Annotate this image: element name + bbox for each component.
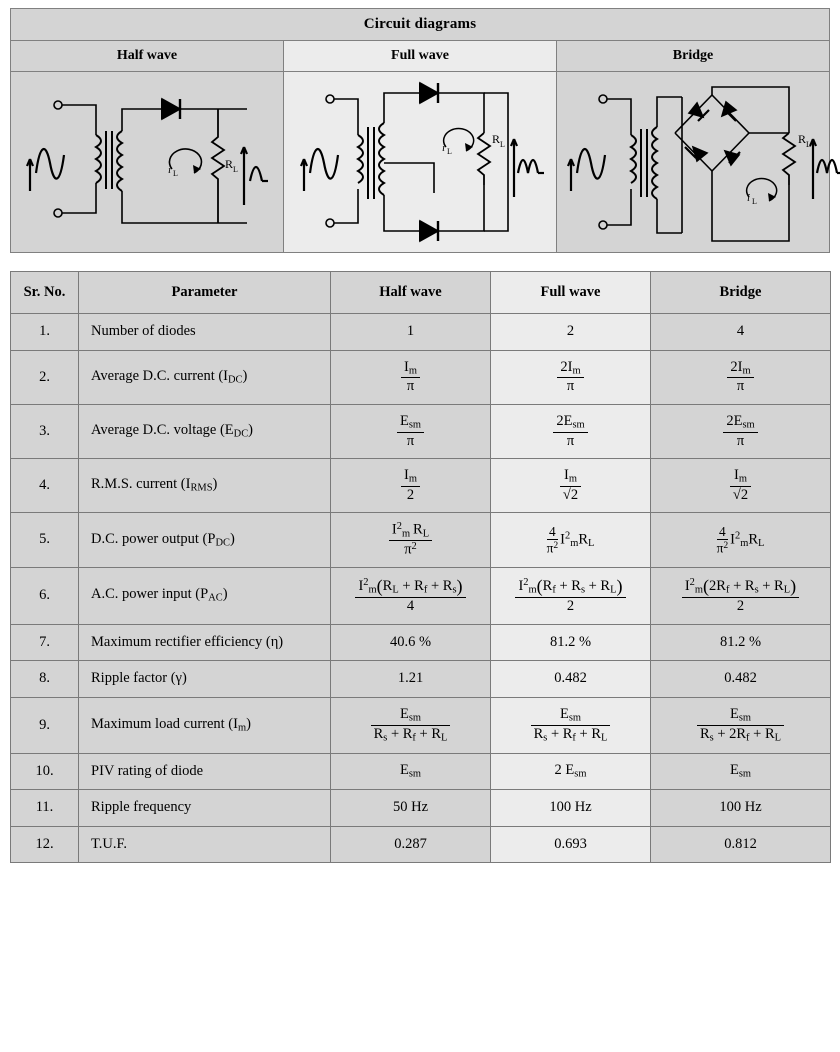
svg-text:L: L — [447, 147, 452, 156]
row-parameter: Maximum rectifier efficiency (η) — [79, 624, 331, 661]
param-tail: ) — [248, 421, 254, 438]
svg-text:L: L — [752, 197, 757, 206]
half-wave-svg — [22, 73, 272, 251]
row-parameter — [79, 458, 331, 512]
diagram-header-full-wave: Full wave — [284, 41, 557, 72]
row-parameter: PIV rating of diode — [79, 753, 331, 790]
svg-text:R: R — [492, 132, 501, 146]
bridge-svg — [557, 73, 840, 251]
param-subscript: m — [237, 722, 247, 734]
param-tail: ) — [222, 586, 228, 603]
row-bridge-value: $\frac{I_m}{√2}$ — [651, 458, 831, 512]
param-subscript: RMS — [190, 482, 213, 494]
row-bridge-value: 0.482 — [651, 661, 831, 698]
row-full-wave-value: $\frac{I^2_m(R_f + R_s + R_L)}{2}$ — [491, 568, 651, 624]
param-tail: ) — [212, 475, 218, 492]
row-full-wave-value: 2 $E_{sm}$ — [491, 753, 651, 790]
table-row — [11, 314, 831, 351]
row-full-wave-value: $\frac{2I_m}{\pi}$ — [491, 350, 651, 404]
row-half-wave-value: 0.287 — [331, 826, 491, 863]
row-full-wave-value: $\frac{E_{sm}}{R_s + R_f + R_L}$ — [491, 697, 651, 753]
row-parameter — [79, 512, 331, 567]
row-bridge-value: $\frac{2E_{sm}}{\pi}$ — [651, 404, 831, 458]
row-number: 10. — [11, 753, 79, 790]
row-half-wave-value: 40.6 % — [331, 624, 491, 661]
row-number: 8. — [11, 661, 79, 698]
svg-text:L: L — [173, 169, 178, 178]
table-row — [11, 350, 831, 404]
row-number: 9. — [11, 697, 79, 753]
table-row — [11, 826, 831, 863]
row-half-wave-value: $\frac{I_m}{\pi}$ — [331, 350, 491, 404]
row-parameter: T.U.F. — [79, 826, 331, 863]
header-sr-no: Sr. No. — [11, 272, 79, 314]
svg-text:L: L — [806, 140, 811, 149]
row-number: 6. — [11, 568, 79, 624]
table-row — [11, 624, 831, 661]
row-half-wave-value: 50 Hz — [331, 790, 491, 827]
row-full-wave-value: 2 — [491, 314, 651, 351]
row-parameter: Ripple factor (γ) — [79, 661, 331, 698]
table-row — [11, 404, 831, 458]
param-text: Average D.C. current (I — [91, 367, 229, 384]
diagram-header-bridge: Bridge — [557, 41, 830, 72]
row-number: 12. — [11, 826, 79, 863]
row-full-wave-value: 0.482 — [491, 661, 651, 698]
row-bridge-value: $\frac{4}{\pi^2}$ $I^2_mR_L$ — [651, 512, 831, 567]
param-subscript: DC — [233, 428, 249, 440]
table-header-row — [11, 272, 831, 314]
svg-text:R: R — [225, 157, 234, 171]
row-half-wave-value: $\frac{E_{sm}}{\pi}$ — [331, 404, 491, 458]
table-row — [11, 512, 831, 567]
row-parameter — [79, 404, 331, 458]
row-bridge-value: 100 Hz — [651, 790, 831, 827]
svg-text:i: i — [747, 192, 751, 204]
table-row — [11, 661, 831, 698]
row-half-wave-value: 1.21 — [331, 661, 491, 698]
header-bridge: Bridge — [651, 272, 831, 314]
half-wave-circuit-diagram — [11, 72, 284, 253]
row-parameter — [79, 697, 331, 753]
row-full-wave-value: $\frac{4}{\pi^2}$ $I^2_mR_L$ — [491, 512, 651, 567]
row-bridge-value: $\frac{I^2_m(2R_f + R_s + R_L)}{2}$ — [651, 568, 831, 624]
param-tail: ) — [242, 367, 248, 384]
row-full-wave-value: 0.693 — [491, 826, 651, 863]
table-row — [11, 753, 831, 790]
row-full-wave-value: $\frac{2E_{sm}}{\pi}$ — [491, 404, 651, 458]
table-row — [11, 458, 831, 512]
row-bridge-value: 81.2 % — [651, 624, 831, 661]
row-bridge-value: $E_{sm}$ — [651, 753, 831, 790]
comparison-table-wrapper — [10, 271, 830, 863]
row-bridge-value: $\frac{E_{sm}}{R_s + 2R_f + R_L}$ — [651, 697, 831, 753]
svg-text:i: i — [168, 164, 172, 176]
row-half-wave-value: $\frac{I^2_m R_L}{\pi^2}$ — [331, 512, 491, 567]
param-tail: ) — [246, 715, 251, 732]
circuit-diagrams-table — [10, 8, 830, 253]
svg-text:L: L — [500, 140, 505, 149]
row-half-wave-value: 1 — [331, 314, 491, 351]
row-number: 1. — [11, 314, 79, 351]
row-full-wave-value: 100 Hz — [491, 790, 651, 827]
row-number: 7. — [11, 624, 79, 661]
full-wave-svg — [294, 73, 546, 251]
param-tail: ) — [229, 530, 235, 547]
param-subscript: DC — [215, 537, 230, 549]
table-row — [11, 790, 831, 827]
row-number: 11. — [11, 790, 79, 827]
param-text: D.C. power output (P — [91, 530, 216, 547]
header-full-wave: Full wave — [491, 272, 651, 314]
row-half-wave-value: $\frac{I_m}{2}$ — [331, 458, 491, 512]
row-parameter: Number of diodes — [79, 314, 331, 351]
param-text: Average D.C. voltage (E — [91, 421, 234, 438]
row-parameter — [79, 568, 331, 624]
rectifier-comparison-table — [10, 271, 831, 863]
param-text: R.M.S. current (I — [91, 475, 191, 492]
row-bridge-value: 0.812 — [651, 826, 831, 863]
diagram-header-half-wave: Half wave — [11, 41, 284, 72]
param-text: A.C. power input (P — [91, 586, 209, 603]
header-parameter: Parameter — [79, 272, 331, 314]
param-subscript: DC — [228, 374, 243, 386]
row-full-wave-value: $\frac{I_m}{√2}$ — [491, 458, 651, 512]
row-number: 3. — [11, 404, 79, 458]
row-number: 2. — [11, 350, 79, 404]
param-text: Maximum load current (I — [91, 715, 238, 732]
row-parameter: Ripple frequency — [79, 790, 331, 827]
row-parameter — [79, 350, 331, 404]
row-number: 5. — [11, 512, 79, 567]
full-wave-circuit-diagram — [284, 72, 557, 253]
bridge-circuit-diagram — [557, 72, 830, 253]
row-number: 4. — [11, 458, 79, 512]
table-row — [11, 568, 831, 624]
row-half-wave-value: $E_{sm}$ — [331, 753, 491, 790]
param-subscript: AC — [208, 593, 223, 605]
row-full-wave-value: 81.2 % — [491, 624, 651, 661]
row-half-wave-value: $\frac{E_{sm}}{R_s + R_f + R_L}$ — [331, 697, 491, 753]
svg-text:L: L — [233, 165, 238, 174]
row-bridge-value: $\frac{2I_m}{\pi}$ — [651, 350, 831, 404]
table-row — [11, 697, 831, 753]
svg-text:i: i — [442, 142, 446, 154]
row-half-wave-value: $\frac{I^2_m(R_L + R_f + R_s)}{4}$ — [331, 568, 491, 624]
header-half-wave: Half wave — [331, 272, 491, 314]
row-bridge-value: 4 — [651, 314, 831, 351]
svg-text:R: R — [798, 132, 807, 146]
diagrams-title: Circuit diagrams — [11, 9, 830, 41]
